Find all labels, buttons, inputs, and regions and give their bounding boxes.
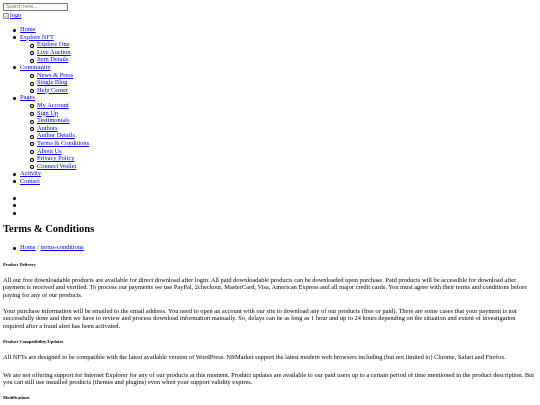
logo-alt-text: logo xyxy=(10,12,22,19)
nav-privacy-policy[interactable]: Privacy Policy xyxy=(37,155,75,163)
nav-connect-wallet[interactable]: Connect Wallet xyxy=(37,162,77,170)
nav-explore-nft[interactable]: Explore NFT xyxy=(20,33,54,41)
paragraph-compatibility-1: All NFTs are designed to be compatible with the latest available version of WordPress. NftMarket support the latest modern web browsers including (but not limited to) Chrome, Safari and Firefox. xyxy=(3,354,506,361)
nav-sign-up[interactable]: Sign Up xyxy=(37,109,59,117)
nav-author-details[interactable]: Author Details xyxy=(37,132,75,140)
breadcrumb xyxy=(20,244,84,252)
section-heading-delivery: Product Delivery xyxy=(3,262,36,267)
paragraph-delivery-2: Your purchase information will be emailed to the email address. You need to open an account with our site to download any of our products (free or paid). There are some cases that your payment is not successfully done and then we have to review and process download information manually. So, delays can be as long as 1 hour and up to 24 hours depending on the situation and extent of investigation required after a fraud alert has been activated. xyxy=(3,308,517,330)
paragraph-compatibility-2: We are not offering support for Internet Explorer for any of our products at this moment. Product updates are available to our paid users up to a certain period of time mentioned in the product description. But you can still use installed products (themes and plugins) even when your support validity expires. xyxy=(3,372,535,387)
community-submenu xyxy=(20,72,89,95)
nav-testimonials[interactable]: Testimonials xyxy=(37,117,70,125)
nav-help-center[interactable]: Help Center xyxy=(37,86,69,94)
nav-activity[interactable]: Activity xyxy=(20,170,41,178)
pages-submenu xyxy=(20,102,89,170)
breadcrumb-current[interactable]: terms-conditions xyxy=(40,244,84,251)
broken-image-icon xyxy=(3,13,9,19)
explore-submenu xyxy=(20,41,89,64)
nav-terms-conditions[interactable]: Terms & Conditions xyxy=(37,139,90,147)
nav-contact[interactable]: Contact xyxy=(20,177,40,185)
nav-pages[interactable]: Pages xyxy=(20,94,35,102)
nav-explore-one[interactable]: Explore One xyxy=(37,41,70,49)
breadcrumb-separator: / xyxy=(35,244,41,251)
section-heading-compatibility: Product Compatibility/Updates xyxy=(3,339,64,344)
nav-item-details[interactable]: Item Details xyxy=(37,56,69,64)
nav-single-blog[interactable]: Single Blog xyxy=(37,79,68,87)
search-input[interactable] xyxy=(3,3,68,11)
nav-about-us[interactable]: About Us xyxy=(37,147,62,155)
nav-community[interactable]: Community xyxy=(20,63,51,71)
breadcrumb-home[interactable]: Home xyxy=(20,244,36,251)
paragraph-delivery-1: All our free downloadable products are available for direct download after login. All paid downloadable products can be downloaded upon purchase. Paid products will be accessible for download after payment is received and verified. To process our payments we use PayPal, 2checkout, MasterCard, Visa, American Express and all major credit cards. You must agree with their terms and conditions before paying for any of our products. xyxy=(3,277,528,299)
logo-link[interactable] xyxy=(3,12,21,20)
nav-home[interactable]: Home xyxy=(20,26,36,33)
nav-news-press[interactable]: News & Press xyxy=(37,71,74,79)
section-heading-modifications: Modifications xyxy=(3,395,30,400)
page-title: Terms & Conditions xyxy=(3,224,95,235)
nav-authors[interactable]: Authors xyxy=(37,124,58,132)
nav-live-auction[interactable]: Live Auction xyxy=(37,48,71,56)
nav-my-account[interactable]: My Account xyxy=(37,101,69,109)
main-nav xyxy=(20,26,89,185)
